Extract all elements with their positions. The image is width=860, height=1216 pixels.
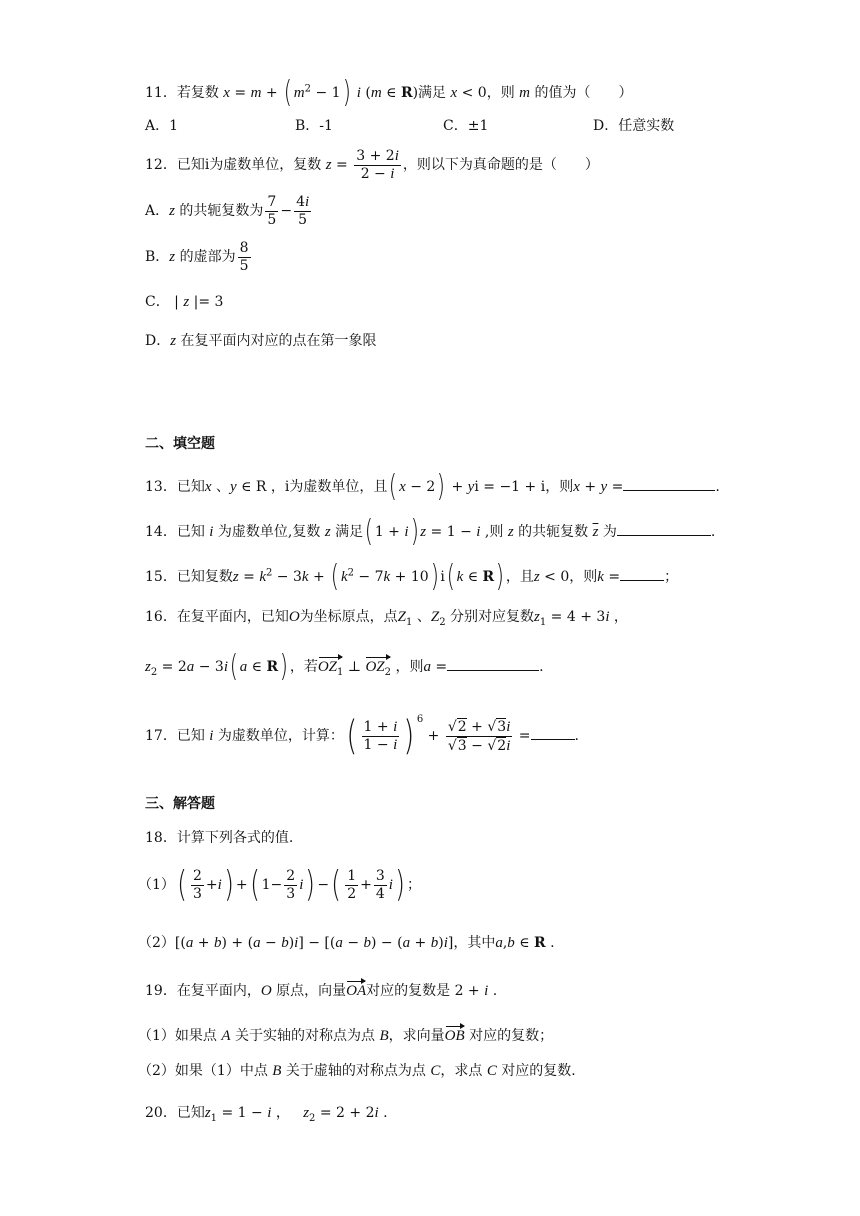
question-20: 20．已知$z_1 = 1 - i$ ， $z_2 = 2 + 2i$ . [145,1105,388,1124]
option-b[interactable]: B．-1 [295,118,333,134]
question-16: 16．在复平面内，已知O为坐标原点，点$Z_1$ 、$Z_2$ 分别对应复数$z_1 = 4 + 3i$ ， [145,609,628,628]
section-heading-fill-in: 二、填空题 [145,436,215,452]
question-16-cont: $z_2 = 2a - 3i$( a ∈ R) ，若$OZ_1$ ⊥ $OZ_2$ ，则a = . [145,649,544,684]
question-18-part-1: （1）( $\frac{2}{3}$ +i) +( 1− $\frac{2}{3}$ i) −( $\frac{1}{2}$ + $\frac{3}{4}$ i) ； [138,864,421,905]
question-13: 13．已知x 、y ∈ R ，i为虚数单位，且( x − 2) + yi = −1 + i，则x + y = . [145,469,720,504]
question-18-part-2: （2）[(a + b) + (a − b)i] − [(a − b) − (a + b)i]，其中a,b ∈ R . [138,935,555,951]
answer-blank[interactable] [617,521,711,536]
option-c[interactable]: C．±1 [443,118,489,134]
question-19: 19．在复平面内，O 原点，向量OA对应的复数是 2 + i . [145,978,497,1001]
question-19-part-1: （1）如果点 A 关于实轴的对称点为点 B，求向量OB 对应的复数； [138,1023,553,1046]
question-11: 11．若复数 x = m + ( $m^2 - 1$) i (m ∈ R)满足 x < 0，则 m 的值为（ ） [145,75,633,110]
answer-blank[interactable] [620,566,664,581]
question-18: 18．计算下列各式的值. [145,830,294,846]
question-12-option-a[interactable]: A．z 的共轭复数为 $\frac{7}{5}$ − $\frac{4i}{5}$ [145,193,310,228]
answer-blank[interactable] [447,656,539,671]
question-12-option-d[interactable]: D．z 在复平面内对应的点在第一象限 [145,333,377,349]
section-heading-solutions: 三、解答题 [145,796,215,812]
question-12-option-b[interactable]: B．z 的虚部为 $\frac{8}{5}$ [145,239,249,274]
question-12-option-c[interactable]: C． | z |= 3 [145,294,224,310]
question-15: 15．已知复数$z = k^2 - 3k$ + ( $k^2 - 7k + 10$) i( k ∈ R) ，且z < 0，则k = ； [145,559,679,594]
question-12: 12．已知i为虚数单位，复数 z = $\frac{3 + 2i}{2 - i}$ ，则以下为真命题的是（ ） [145,147,599,182]
question-14: 14．已知 i 为虚数单位,复数 z 满足( 1 + i) z = 1 − i ,则 z 的共轭复数 $\overline{z}$ 为 . [145,514,716,549]
answer-blank[interactable] [623,476,715,491]
question-11-options [145,116,705,136]
question-text: 若复数 [176,85,219,101]
question-17: 17．已知 i 为虚数单位，计算：( $\frac{1 + i}{1 - i}$ ) $^6$ + $\frac{√2 + √3i}{√3 - √2i}$ = . [145,713,579,759]
answer-blank[interactable] [531,725,575,740]
option-d[interactable]: D．任意实数 [593,118,675,134]
question-19-part-2: （2）如果（1）中点 B 关于虚轴的对称点为点 C，求点 C 对应的复数. [138,1063,576,1079]
fraction: $\frac{3 + 2i}{2 - i}$ [356,147,399,182]
question-number: 11． [145,85,177,101]
option-a[interactable]: A．1 [145,118,179,134]
